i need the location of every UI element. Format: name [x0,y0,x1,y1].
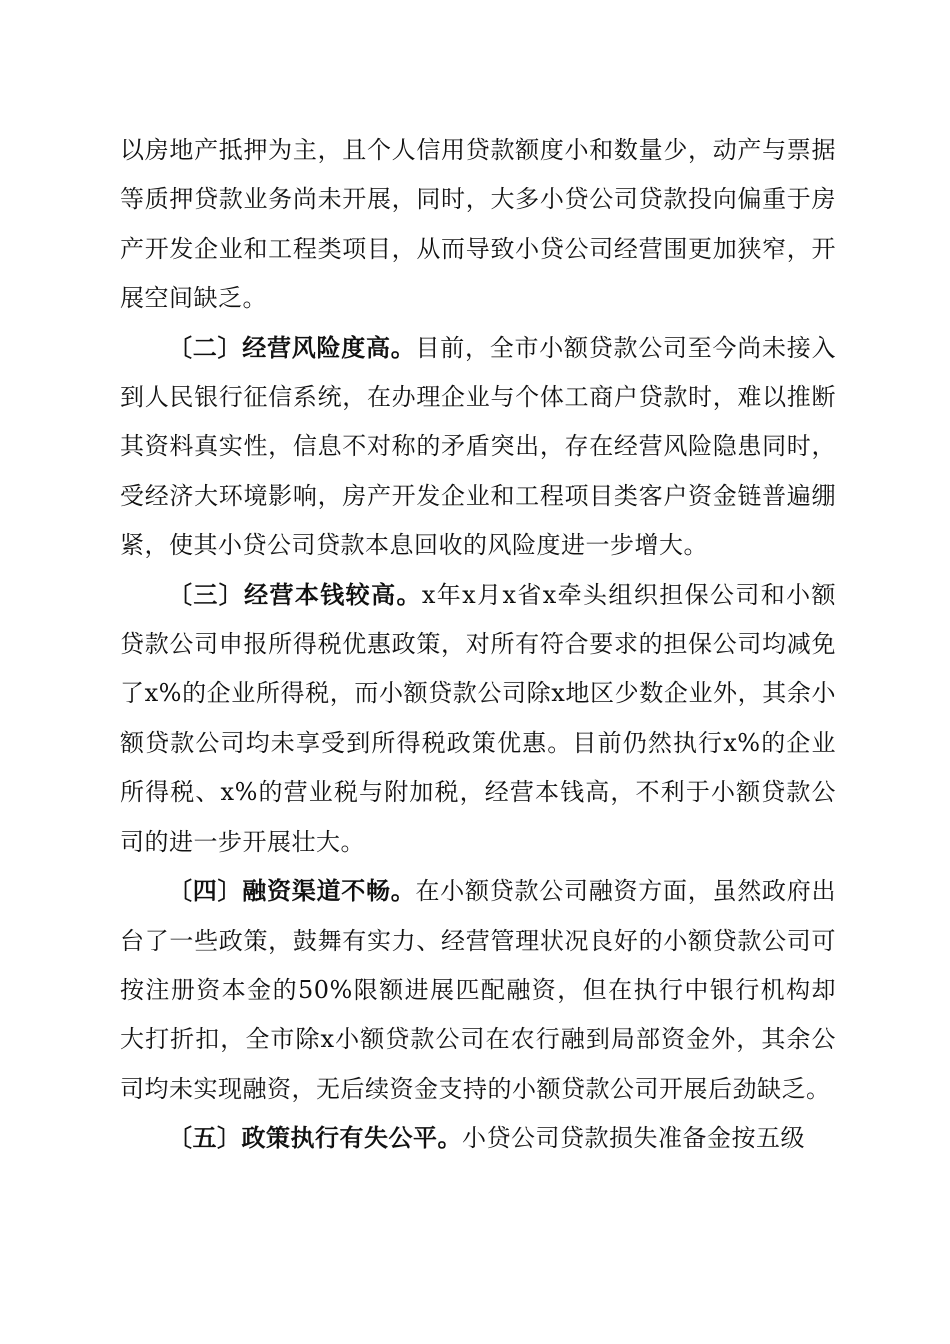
paragraph-section-3 [120,571,836,867]
paragraph-body: 以房地产抵押为主，且个人信用贷款额度小和数量少，动产与票据等质押贷款业务尚未开展，同时，大多小贷公司贷款投向偏重于房产开发企业和工程类项目，从而导致小贷公司经营围更加狭窄，开展空间缺乏。 [120,136,836,313]
paragraph-body: 目前，全市小额贷款公司至今尚未接入到人民银行征信系统，在办理企业与个体工商户贷款时，难以推断其资料真实性，信息不对称的矛盾突出，存在经营风险隐患同时，受经济大环境影响，房产开发企业和工程项目类客户资金链普遍绷紧，使其小贷公司贷款本息回收的风险度进一步增大。 [120,333,836,560]
paragraph-body: x年x月x省x牵头组织担保公司和小额贷款公司申报所得税优惠政策，对所有符合要求的担保公司均减免了x%的企业所得税，而小额贷款公司除x地区少数企业外，其余小额贷款公司均未享受到所得税政策优惠。目前仍然执行x%的企业所得税、x%的营业税与附加税，经营本钱高，不利于小额贷款公司的进一步开展壮大。 [120,580,837,856]
paragraph-section-4 [120,867,836,1114]
section-heading: 〔三〕经营本钱较高。 [168,580,422,609]
paragraph-continuation [120,126,836,324]
section-heading: 〔四〕融资渠道不畅。 [168,877,416,906]
paragraph-body: 在小额贷款公司融资方面，虽然政府出台了一些政策，鼓舞有实力、经营管理状况良好的小额贷款公司可按注册资本金的50%限额进展匹配融资，但在执行中银行机构却大打折扣，全市除x小额贷款公司在农行融到局部资金外，其余公司均未实现融资，无后续资金支持的小额贷款公司开展后劲缺乏。 [120,877,836,1103]
paragraph-section-2 [120,324,836,571]
section-heading: 〔五〕政策执行有失公平。 [168,1124,462,1153]
section-heading: 〔二〕经营风险度高。 [168,333,416,362]
paragraph-section-5 [120,1114,836,1163]
paragraph-body: 小贷公司贷款损失准备金按五级 [462,1124,805,1153]
document-body [120,126,836,1164]
